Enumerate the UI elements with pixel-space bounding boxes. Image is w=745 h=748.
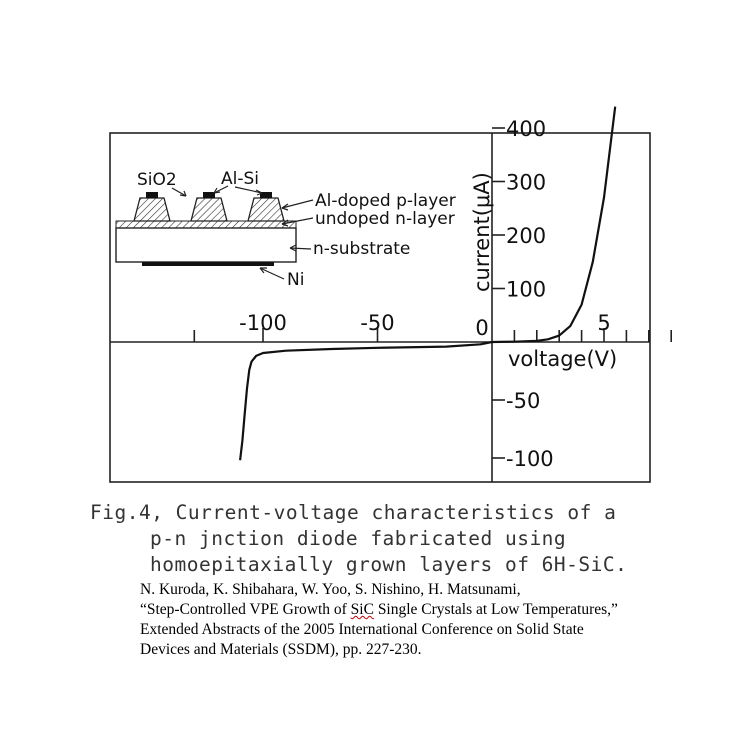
label-al-si: Al-Si bbox=[221, 169, 260, 189]
citation-sic-word: SiC bbox=[350, 601, 374, 618]
citation-line-2 bbox=[140, 600, 740, 620]
y-tick-label: 200 bbox=[506, 224, 547, 248]
citation-line-4: Devices and Materials (SSDM), pp. 227-230. bbox=[140, 641, 422, 658]
substrate-block bbox=[116, 228, 296, 262]
caption-line-3: homoepitaxially grown layers of 6H-SiC. bbox=[150, 553, 628, 576]
contact-1 bbox=[146, 192, 158, 198]
plot-frame bbox=[110, 133, 650, 482]
y-tick-label: 400 bbox=[506, 117, 547, 141]
tick-labels-group bbox=[239, 117, 611, 471]
label-sio2: SiO2 bbox=[137, 170, 177, 190]
mesa-1 bbox=[134, 198, 170, 221]
caption-line-1: Fig.4, Current-voltage characteristics of a bbox=[90, 501, 617, 524]
ticks-group bbox=[194, 128, 671, 458]
label-p-layer: Al-doped p-layer bbox=[315, 191, 456, 211]
y-tick-label: 300 bbox=[506, 170, 547, 195]
x-axis-label: voltage(V) bbox=[508, 347, 618, 371]
citation-line-2-pre: “Step-Controlled VPE Growth of bbox=[140, 601, 351, 618]
contact-2 bbox=[203, 192, 215, 198]
device-cross-section bbox=[116, 169, 456, 290]
figure-caption bbox=[90, 500, 730, 578]
mesa-3 bbox=[248, 198, 284, 221]
x-tick-label: -100 bbox=[239, 311, 287, 335]
citation-line-3: Extended Abstracts of the 2005 International Conference on Solid State bbox=[140, 621, 584, 638]
citation-block bbox=[140, 580, 740, 660]
ni-back-contact bbox=[142, 262, 274, 266]
label-ni: Ni bbox=[287, 270, 305, 290]
x-tick-label: 5 bbox=[597, 311, 611, 335]
mesa-2 bbox=[191, 198, 227, 221]
citation-line-2-post: Single Crystals at Low Temperatures,” bbox=[373, 601, 618, 618]
y-tick-label: -50 bbox=[506, 389, 541, 413]
x-tick-label: -50 bbox=[360, 311, 395, 335]
label-n-layer: undoped n-layer bbox=[315, 209, 455, 229]
label-substrate: n-substrate bbox=[313, 239, 411, 259]
caption-line-2: p-n jnction diode fabricated using bbox=[150, 527, 567, 550]
y-tick-label: -100 bbox=[506, 447, 554, 471]
y-tick-label: 100 bbox=[506, 277, 547, 302]
y-axis-label: current(μA) bbox=[470, 172, 494, 292]
x-tick-label: 0 bbox=[475, 316, 489, 340]
epi-layer-band bbox=[116, 221, 296, 228]
citation-line-1: N. Kuroda, K. Shibahara, W. Yoo, S. Nishino, H. Matsunami, bbox=[140, 581, 521, 598]
